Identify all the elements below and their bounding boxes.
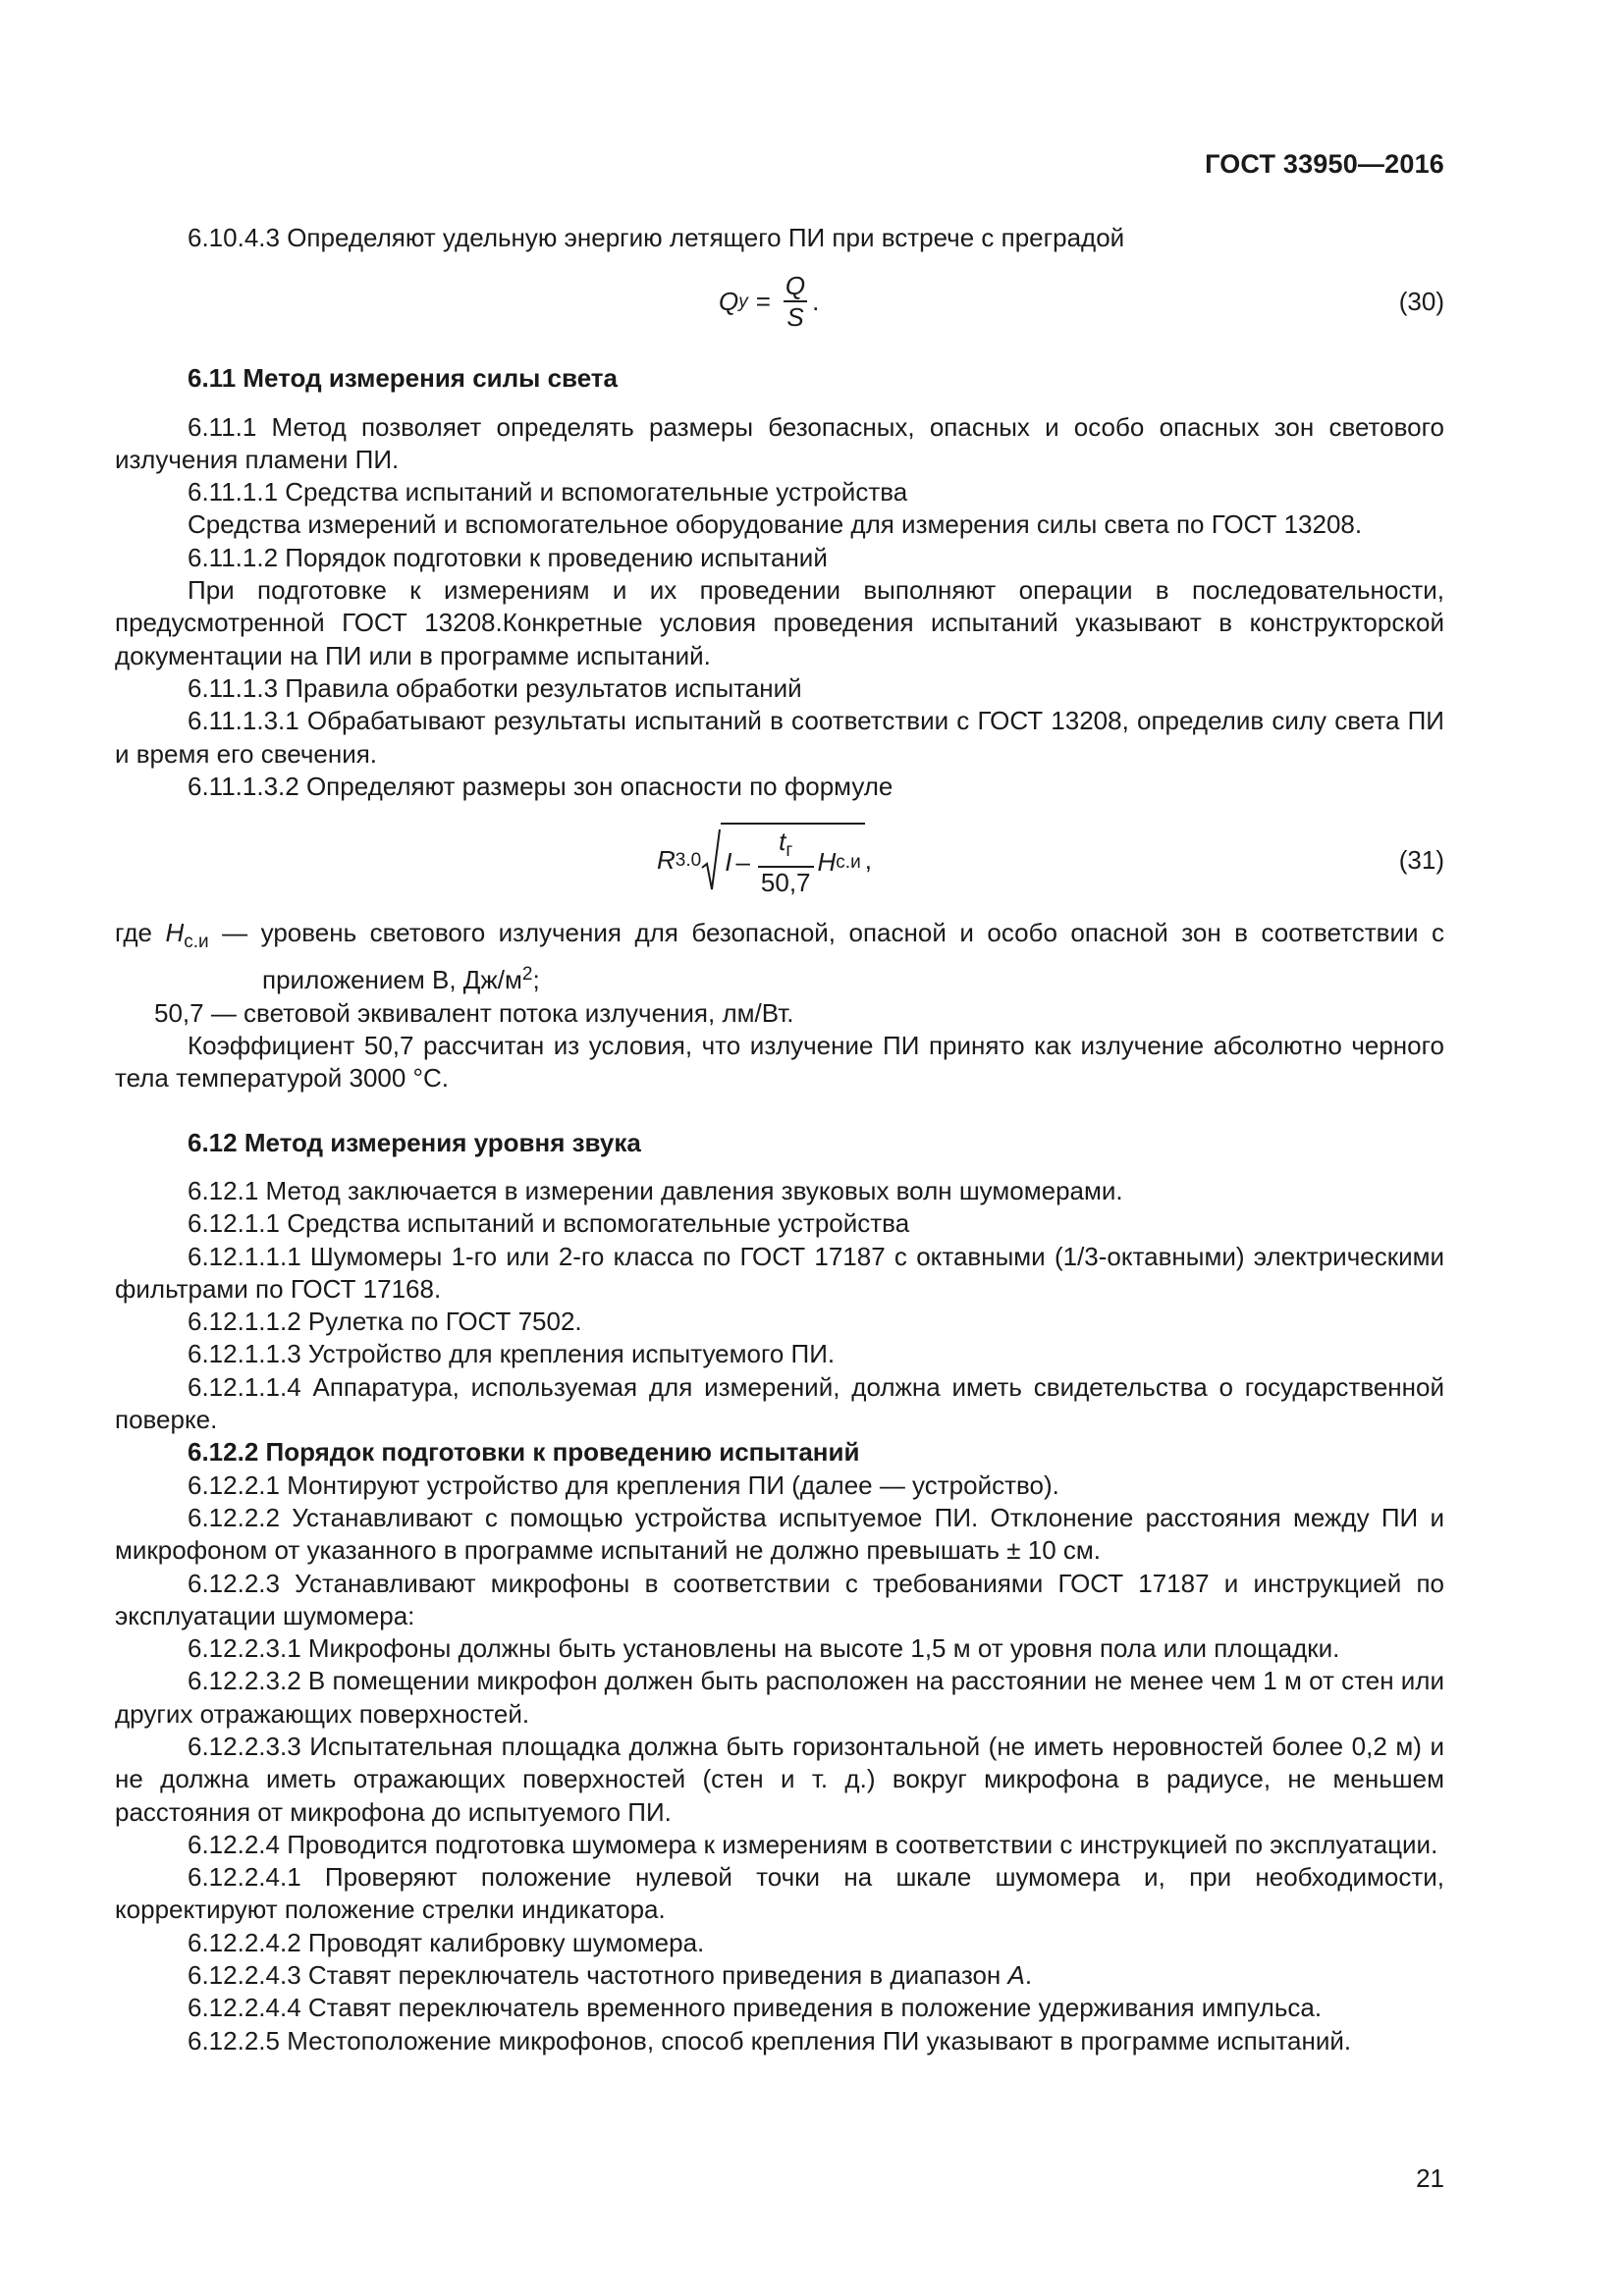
paragraph: 6.12.2.3.1 Микрофоны должны быть установлены на высоте 1,5 м от уровня пола или площадки. xyxy=(188,1633,1340,1664)
radicand xyxy=(721,823,865,897)
paragraph: 6.10.4.3 Определяют удельную энергию летящего ПИ при встрече с преградой xyxy=(188,223,1125,252)
paragraph: 6.11.1.1 Средства испытаний и вспомогательные устройства xyxy=(188,477,908,507)
paragraph: 6.12.2.4.4 Ставят переключатель временного приведения в положение удерживания импульса. xyxy=(188,1993,1323,2023)
fraction-denominator: 50,7 xyxy=(758,866,814,897)
formula-punct: , xyxy=(864,844,872,875)
fraction-numerator xyxy=(776,827,795,866)
formula-number: (31) xyxy=(1398,844,1444,875)
formula-subscript: y xyxy=(738,291,748,312)
paragraph: 6.12.1.1.4 Аппаратура, используемая для измерений, должна иметь свидетельства о государственной поверке. xyxy=(115,1371,1444,1435)
where-end: ; xyxy=(532,965,540,995)
where-text: — уровень светового излучения для безопасной, опасной и особо опасной зон в соответствии с приложением В, Дж/м xyxy=(222,918,1445,995)
paragraph: 6.12.2.3.2 В помещении микрофон должен быть расположен на расстоянии не менее чем 1 м от стен или других отражающих поверхностей. xyxy=(115,1666,1444,1729)
paragraph: 6.12.1.1 Средства испытаний и вспомогательные устройства xyxy=(188,1208,910,1239)
formula-symbol: Q xyxy=(719,286,739,316)
paragraph: 6.12.2.4.1 Проверяют положение нулевой точки на шкале шумомера и, при необходимости, корректируют положение стрелки индикатора. xyxy=(115,1862,1444,1925)
paragraph: 6.11.1.3.1 Обрабатывают результаты испытаний в соответствии с ГОСТ 13208, определив силу света ПИ и время его свечения. xyxy=(115,706,1444,769)
where-superscript: 2 xyxy=(521,964,533,986)
where-symbol: H xyxy=(165,918,185,948)
paragraph: 6.12.1.1.3 Устройство для крепления испытуемого ПИ. xyxy=(188,1339,836,1369)
numerator-symbol: t xyxy=(779,827,786,857)
where-explanation xyxy=(115,917,1444,997)
radical-sign-icon xyxy=(701,828,721,891)
where-explanation-2: 50,7 — световой эквивалент потока излучения, лм/Вт. xyxy=(154,997,794,1028)
formula-31 xyxy=(115,811,1444,909)
paragraph: 6.11.1 Метод позволяет определять размеры безопасных, опасных и особо опасных зон светового излучения пламени ПИ. xyxy=(115,411,1444,474)
paragraph: 6.12.2.2 Устанавливают с помощью устройства испытуемое ПИ. Отклонение расстояния между ПИ и микрофоном от указанного в программе испытаний не должно превышать ± 10 см. xyxy=(115,1502,1444,1566)
formula-fraction xyxy=(758,827,814,897)
formula-symbol: H xyxy=(817,846,837,877)
range-letter: А xyxy=(1007,1960,1025,1991)
standard-code-header: ГОСТ 33950—2016 xyxy=(1205,149,1444,179)
paragraph: 6.12.1 Метод заключается в измерении давления звуковых волн шумомерами. xyxy=(188,1175,1123,1205)
formula-operator: = xyxy=(755,286,771,316)
paragraph: 6.12.2.3.3 Испытательная площадка должна быть горизонтальной (не иметь неровностей более 0,2 м) и не должна иметь отражающих поверхностей (стен и т. д.) вокруг микрофона в радиусе, не меньшем расстояния от микрофона до испытуемого ПИ. xyxy=(115,1731,1444,1827)
section-heading-6-12: 6.12 Метод измерения уровня звука xyxy=(188,1127,641,1157)
paragraph: 6.11.1.3 Правила обработки результатов испытаний xyxy=(188,672,802,703)
numerator-subscript: г xyxy=(785,840,793,862)
where-symbol-subscript: с.и xyxy=(184,932,209,953)
fraction-denominator: S xyxy=(784,300,806,332)
page-content xyxy=(115,222,1444,2057)
formula-subscript: с.и xyxy=(836,851,861,873)
paragraph: 6.12.2.3 Устанавливают микрофоны в соответствии с требованиями ГОСТ 17187 и инструкцией по эксплуатации шумомера: xyxy=(115,1568,1444,1630)
formula-subscript: 3.0 xyxy=(675,849,702,871)
formula-symbol: I xyxy=(725,846,732,877)
paragraph: 6.12.2.5 Местоположение микрофонов, способ крепления ПИ указывают в программе испытаний. xyxy=(188,2025,1352,2056)
paragraph: При подготовке к измерениям и их проведении выполняют операции в последовательности, предусмотренной ГОСТ 13208.Конкретные условия проведения испытаний указывают в конструкторской документации на ПИ или в программе испытаний. xyxy=(115,575,1444,670)
paragraph: 6.11.1.2 Порядок подготовки к проведению испытаний xyxy=(188,542,828,572)
square-root xyxy=(701,823,865,897)
formula-30 xyxy=(115,262,1444,341)
paragraph: 6.11.1.3.2 Определяют размеры зон опасности по формуле xyxy=(188,771,893,801)
paragraph: 6.12.2.1 Монтируют устройство для крепления ПИ (далее — устройство). xyxy=(188,1469,1059,1500)
page-number: 21 xyxy=(1416,2163,1444,2193)
paragraph xyxy=(115,1959,1444,1992)
where-prefix: где xyxy=(115,918,152,948)
subsection-heading-6-12-2: 6.12.2 Порядок подготовки к проведению испытаний xyxy=(188,1437,860,1468)
range-text: 6.12.2.4.3 Ставят переключатель частотного приведения в диапазон xyxy=(188,1960,1001,1991)
paragraph: 6.12.2.4 Проводится подготовка шумомера к измерениям в соответствии с инструкцией по эксплуатации. xyxy=(188,1829,1438,1859)
formula-30-expression xyxy=(719,262,819,341)
paragraph: 6.12.1.1.1 Шумомеры 1-го или 2-го класса по ГОСТ 17187 с октавными (1/3-октавными) электрическими фильтрами по ГОСТ 17168. xyxy=(115,1241,1444,1304)
paragraph: 6.12.1.1.2 Рулетка по ГОСТ 7502. xyxy=(188,1307,582,1337)
formula-number: (30) xyxy=(1398,286,1444,316)
formula-symbol: R xyxy=(657,844,676,875)
formula-operator: – xyxy=(735,846,750,877)
paragraph: 6.12.2.4.2 Проводят калибровку шумомера. xyxy=(188,1927,705,1957)
formula-punct: . xyxy=(812,286,820,316)
formula-fraction xyxy=(783,271,808,332)
range-end: . xyxy=(1024,1960,1033,1991)
paragraph: Средства измерений и вспомогательное оборудование для измерения силы света по ГОСТ 13208. xyxy=(188,509,1363,540)
paragraph: Коэффициент 50,7 рассчитан из условия, что излучение ПИ принято как излучение абсолютно черного тела температурой 3000 °С. xyxy=(115,1031,1444,1094)
formula-31-expression xyxy=(657,811,872,909)
fraction-numerator: Q xyxy=(785,271,806,301)
section-heading-6-11: 6.11 Метод измерения силы света xyxy=(188,363,619,394)
